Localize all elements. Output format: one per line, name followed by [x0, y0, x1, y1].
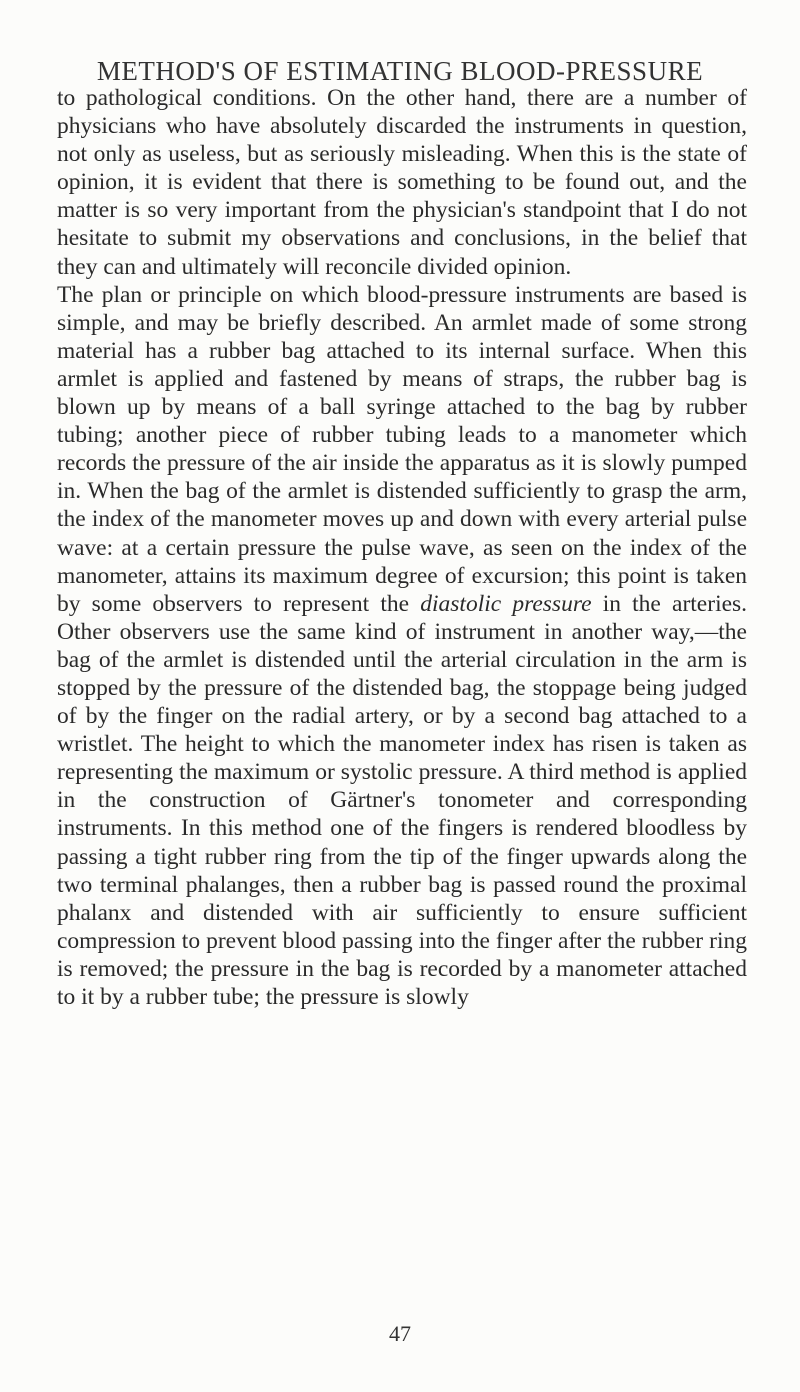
body-text — [57, 84, 747, 1011]
page-number: 47 — [389, 1321, 411, 1346]
paragraph-text-before-italic: The plan or principle on which blood-pressure instruments are based is simple, and may be briefly described. An armlet made of some strong material has a rubber bag attached to its internal surface. When this armlet is applied and fastened by means of straps, the rubber bag is blown up by means of a ball syringe attached to the bag by rubber tubing; another piece of rubber tubing leads to a manometer which records the pressure of the air inside the apparatus as it is slowly pumped in. When the bag of the armlet is distended sufficiently to grasp the arm, the index of the manometer moves up and down with every arterial pulse wave: at a certain pressure the pulse wave, as seen on the index of the manometer, attains its maximum degree of excursion; this point is taken by some observers to represent the — [57, 281, 747, 617]
paragraph-text-after-italic: in the arteries. Other observers use the same kind of instrument in another way,—the bag of the armlet is distended until the arterial circulation in the arm is stopped by the pressure of the distended bag, the stoppage being judged of by the finger on the radial artery, or by a second bag attached to a wristlet. The height to which the manometer index has risen is taken as representing the maximum or systolic pressure. A third method is applied in the construction of Gärtner's tonometer and corresponding instruments. In this method one of the fingers is rendered bloodless by passing a tight rubber ring from the tip of the finger upwards along the two terminal phalanges, then a rubber bag is passed round the proximal phalanx and distended with air sufficiently to ensure sufficient compression to prevent blood passing into the finger after the rubber ring is removed; the pressure in the bag is recorded by a manometer attached to it by a rubber tube; the pressure is slowly — [57, 590, 748, 1010]
paragraph-instrument-principle — [57, 281, 747, 1011]
running-head: METHOD'S OF ESTIMATING BLOOD-PRESSURE — [96, 56, 704, 86]
italic-term-diastolic-pressure: diastolic pressure — [420, 590, 592, 617]
paragraph-continued: to pathological conditions. On the other hand, there are a number of physicians who have absolutely discarded the instruments in question, not only as useless, but as seriously misleading. When this is the state of opinion, it is evident that there is something to be found out, and the matter is so very important from the physician's standpoint that I do not hesitate to submit my observations and conclusions, in the belief that they can and ultimately will reconcile divided opinion. — [57, 85, 747, 280]
